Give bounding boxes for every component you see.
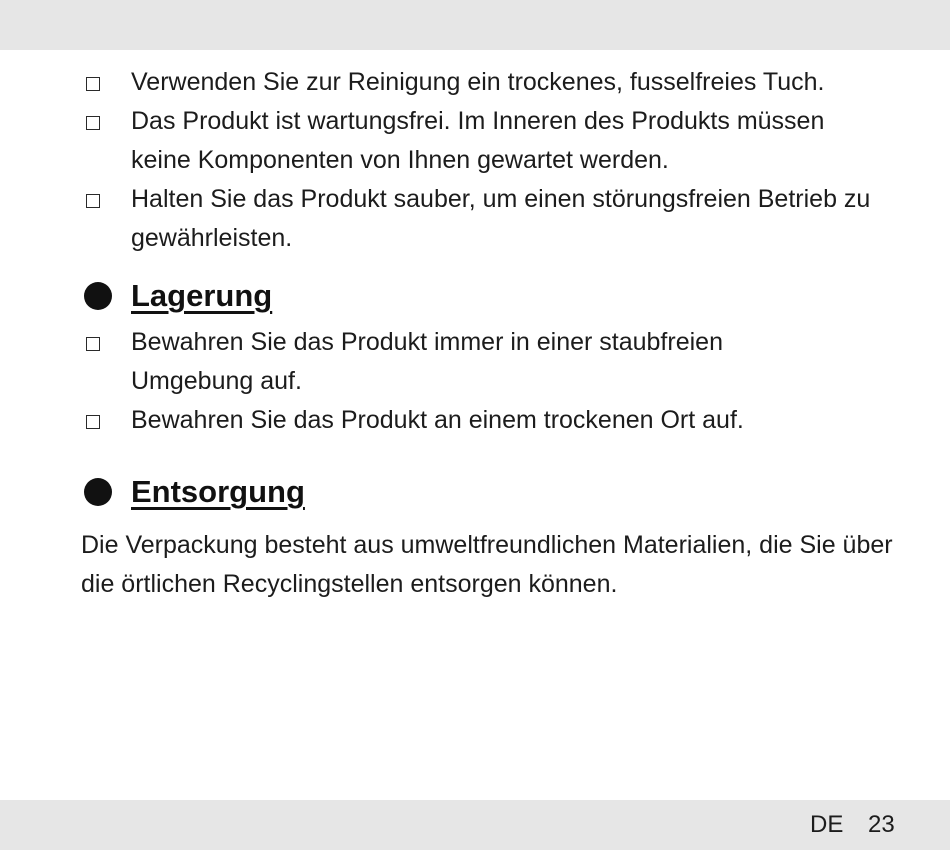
disposal-paragraph: Die Verpackung besteht aus umweltfreundlichen Materialien, die Sie über die örtlichen Recyclingstellen entsorgen können. — [81, 531, 893, 598]
list-item-text: Halten Sie das Produkt sauber, um einen störungsfreien Betrieb zu gewährleisten. — [131, 185, 871, 252]
filled-circle-icon — [84, 478, 112, 506]
filled-circle-icon — [84, 282, 112, 310]
checkbox-bullet-icon — [86, 337, 100, 351]
list-item-text: Bewahren Sie das Produkt immer in einer staubfreien Umgebung auf. — [131, 328, 723, 395]
section-title: Entsorgung — [131, 474, 305, 509]
list-item-text: Verwenden Sie zur Reinigung ein trockenes, fusselfreies Tuch. — [131, 68, 825, 96]
page-number: 23 — [868, 811, 895, 838]
list-item-text: Bewahren Sie das Produkt an einem trockenen Ort auf. — [131, 406, 744, 434]
list-item-text: Das Produkt ist wartungsfrei. Im Inneren des Produkts müssen keine Komponenten von Ihnen gewartet werden. — [131, 107, 825, 174]
checkbox-bullet-icon — [86, 194, 100, 208]
footer-bar — [0, 800, 950, 850]
section-title: Lagerung — [131, 278, 273, 313]
language-code: DE — [810, 811, 844, 838]
header-bar — [0, 0, 950, 50]
checkbox-bullet-icon — [86, 77, 100, 91]
checkbox-bullet-icon — [86, 116, 100, 130]
checkbox-bullet-icon — [86, 415, 100, 429]
